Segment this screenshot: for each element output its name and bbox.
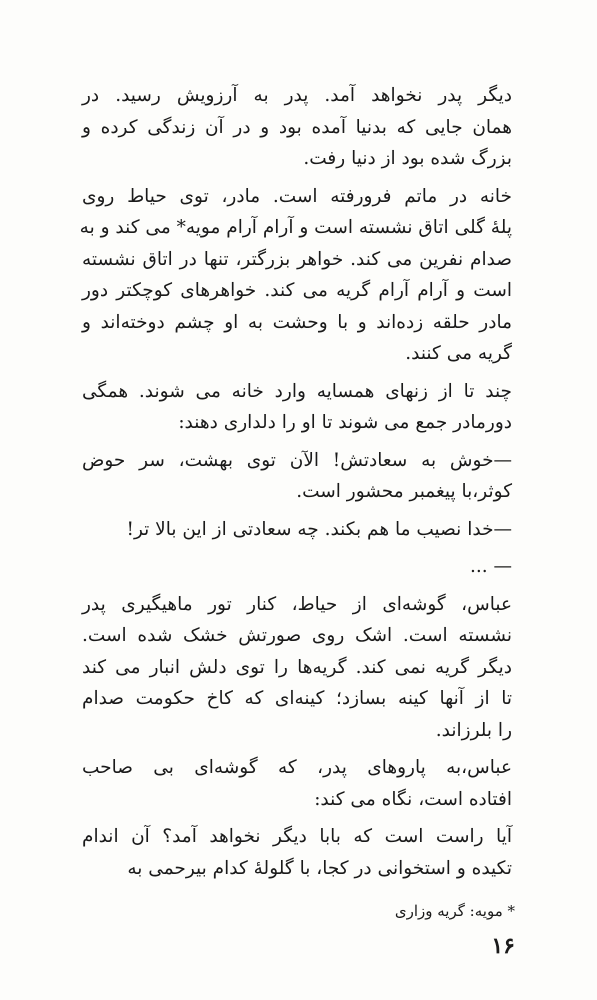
text-line: افتاده است، نگاه می کند:	[314, 788, 512, 810]
text-line: — ...	[469, 556, 512, 577]
body-text	[79, 80, 512, 890]
text-line: گریه می کنند.	[405, 343, 512, 364]
text-line: دیگر گریه نمی کند. گریه‌ها را توی دلش انبار می کند	[82, 656, 512, 678]
text-line: پلهٔ گلی اتاق نشسته است و آرام آرام مویه* می کند و به	[79, 217, 512, 238]
paragraph	[79, 181, 512, 370]
paragraph	[82, 752, 512, 815]
text-line: دورمادر جمع می شوند تا او را دلداری دهند:	[178, 412, 512, 433]
text-line: تا از آنها کینه بسازد؛ کینه‌ای که کاخ حکومت صدام	[82, 688, 512, 709]
text-line: همان جایی که بدنیا آمده بود و در آن زندگی کرده و	[82, 116, 512, 138]
text-line: عباس،به پاروهای پدر، که گوشه‌ای بی صاحب	[82, 757, 512, 778]
text-line: عباس، گوشه‌ای از حیاط، کنار تور ماهیگیری پدر	[82, 593, 512, 615]
text-line: بزرگ شده بود از دنیا رفت.	[303, 148, 512, 169]
text-line: تکیده و استخوانی در کجا، با گلولهٔ کدام بیرحمی به	[127, 857, 512, 879]
text-line: چند تا از زنهای همسایه وارد خانه می شوند. همگی	[82, 380, 512, 402]
text-line: خانه در ماتم فرورفته است. مادر، توی حیاط روی	[82, 185, 512, 207]
text-line: صدام نفرین می کند. خواهر بزرگتر، تنها در اتاق نشسته	[82, 248, 512, 270]
text-line: کوثر،با پیغمبر محشور است.	[296, 481, 512, 502]
paragraph	[82, 376, 512, 439]
text-line: —خدا نصیب ما هم بکند. چه سعادتی از این بالا تر!	[126, 518, 512, 540]
footnote: * مویه: گریه وزاری	[394, 902, 515, 920]
paragraph	[82, 514, 512, 546]
text-line: دیگر پدر نخواهد آمد. پدر به آرزویش رسید. در	[82, 85, 512, 106]
text-line: را بلرزاند.	[435, 719, 512, 741]
paragraph	[82, 821, 512, 884]
paragraph	[82, 551, 512, 583]
text-line: آیا راست است که بابا دیگر نخواهد آمد؟ آن اندام	[82, 826, 512, 847]
paragraph	[82, 589, 512, 747]
text-line: مادر حلقه زده‌اند و با وحشت به او چشم دوخته‌اند و	[82, 311, 512, 333]
text-line: —خوش به سعادتش! الآن توی بهشت، سر حوض	[82, 449, 512, 471]
paragraph	[82, 445, 512, 508]
page-number: ۱۶	[491, 933, 515, 959]
text-line: نشسته است. اشک روی صورتش خشک شده است.	[82, 625, 512, 646]
text-line: است و آرام آرام گریه می کند. خواهرهای کوچکتر دور	[82, 280, 512, 301]
paragraph	[82, 80, 512, 175]
